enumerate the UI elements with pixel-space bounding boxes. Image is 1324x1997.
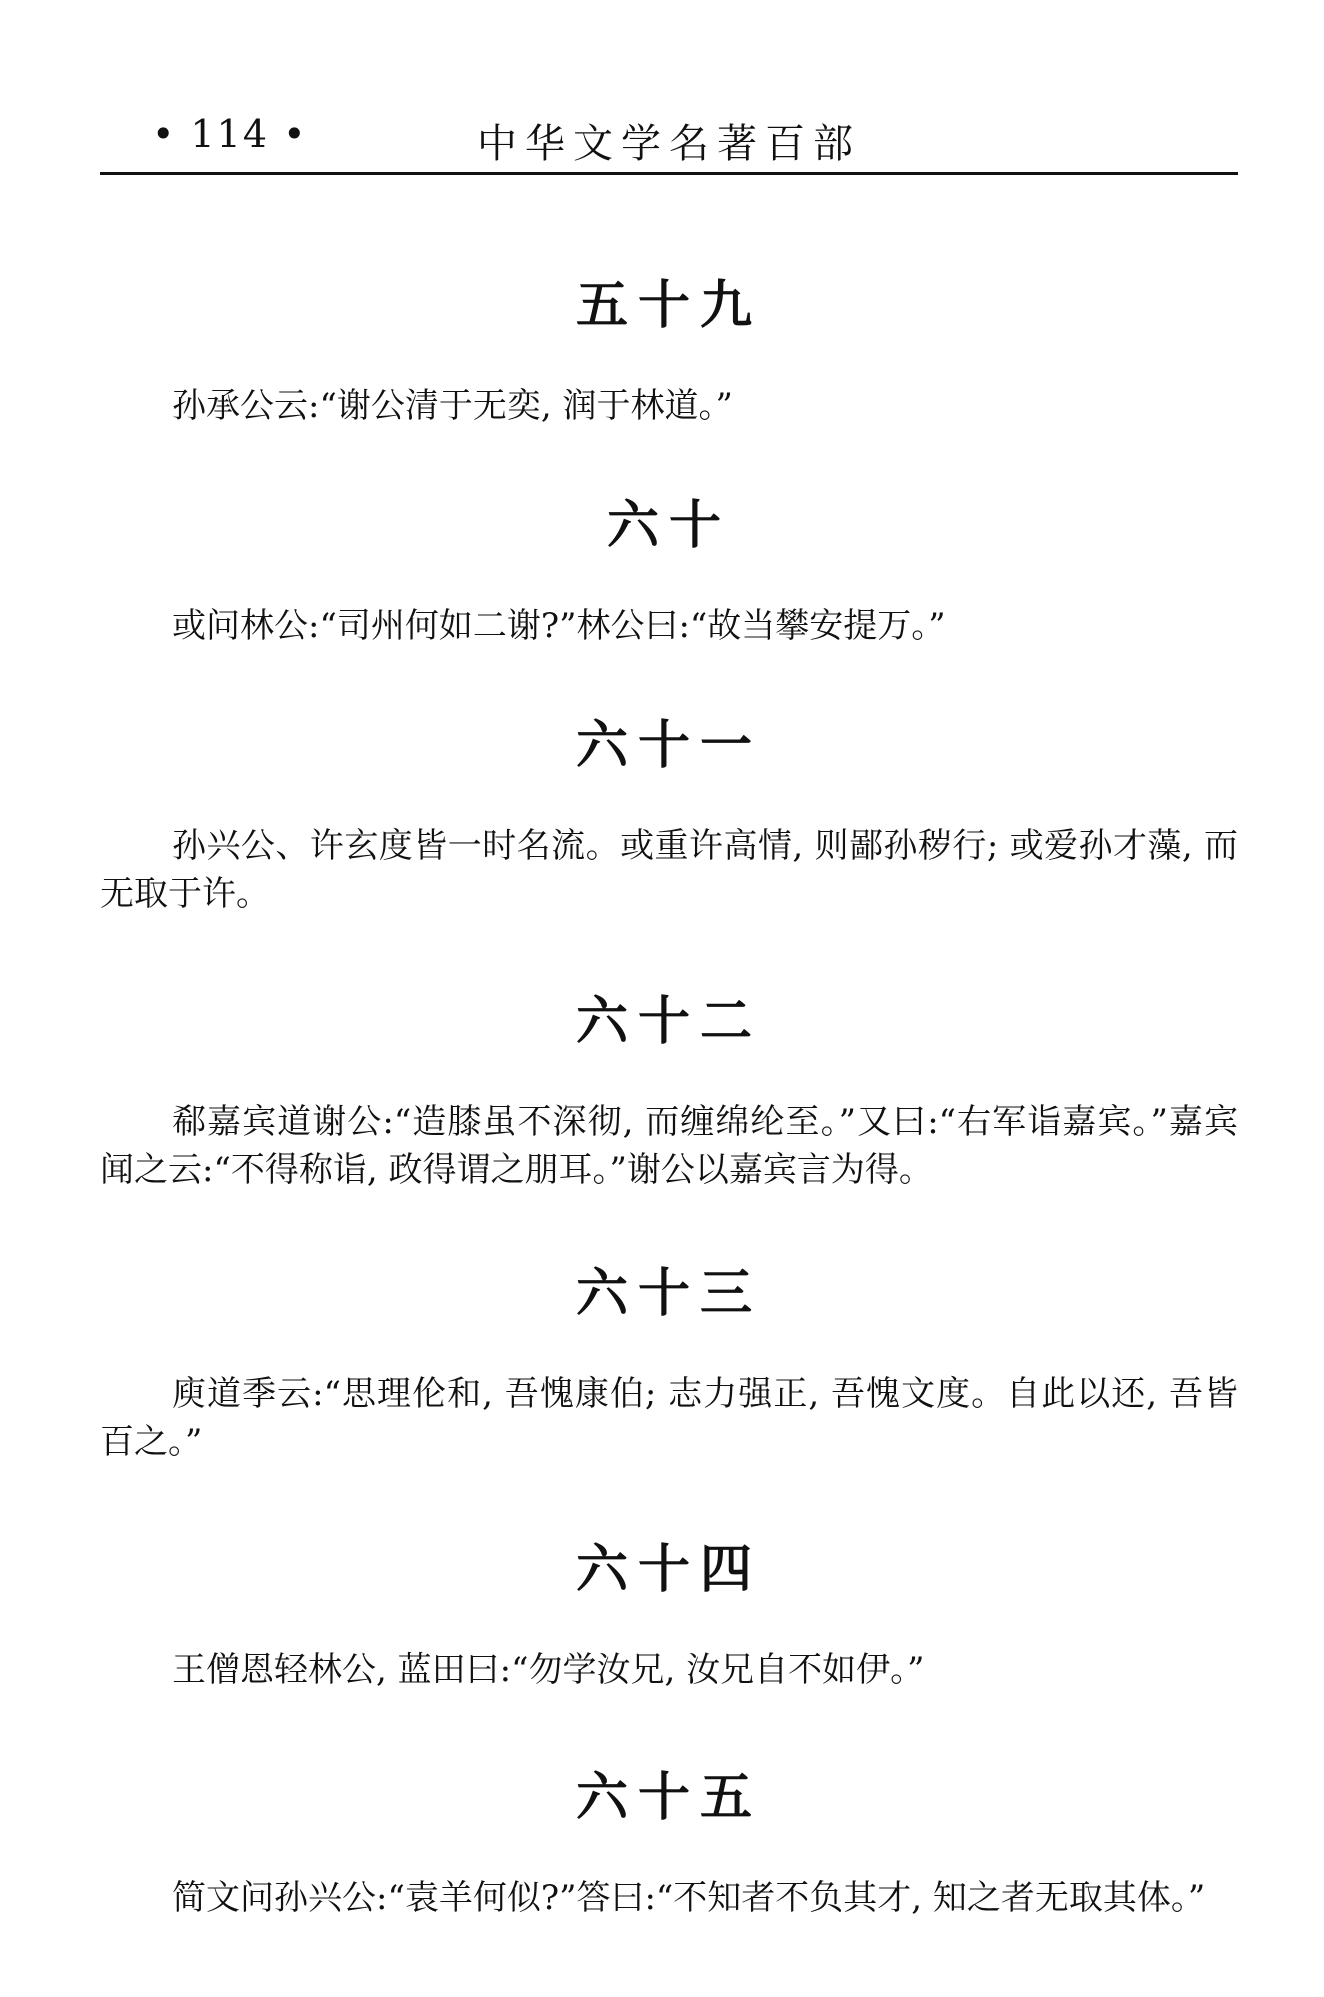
page-content [100, 240, 1238, 1922]
section-59 [100, 266, 1238, 430]
section-62 [100, 982, 1238, 1194]
section-text: 王僧恩轻林公, 蓝田曰:“勿学汝兄, 汝兄自不如伊。” [172, 1650, 925, 1690]
page-number: • 114 • [152, 112, 308, 156]
section-text: 简文问孙兴公:“袁羊何似?”答曰:“不知者不负其才, 知之者无取其体。” [172, 1878, 1206, 1918]
section-heading: 五十九 [575, 276, 762, 336]
section-heading: 六十五 [575, 1768, 762, 1828]
section-61 [100, 706, 1238, 918]
section-heading: 六十一 [575, 716, 762, 776]
section-text: 孙兴公、许玄度皆一时名流。或重许高情, 则鄙孙秽行; 或爱孙才藻, 而无取于许。 [100, 826, 1238, 914]
section-text: 或问林公:“司州何如二谢?”林公曰:“故当攀安提万。” [172, 606, 946, 646]
section-text: 庾道季云:“思理伦和, 吾愧康伯; 志力强正, 吾愧文度。自此以还, 吾皆百之。” [100, 1374, 1238, 1462]
book-title: 中华文学名著百部 [477, 121, 861, 167]
section-heading: 六十四 [575, 1540, 762, 1600]
section-64 [100, 1530, 1238, 1694]
section-heading: 六十三 [575, 1264, 762, 1324]
section-65 [100, 1758, 1238, 1922]
section-63 [100, 1254, 1238, 1466]
section-heading: 六十 [606, 496, 731, 556]
section-text: 郗嘉宾道谢公:“造膝虽不深彻, 而缠绵纶至。”又曰:“右军诣嘉宾。”嘉宾闻之云:“不得称诣, 政得谓之朋耳。”谢公以嘉宾言为得。 [100, 1102, 1238, 1190]
page-header [100, 100, 1238, 175]
section-heading: 六十二 [575, 992, 762, 1052]
section-text: 孙承公云:“谢公清于无奕, 润于林道。” [172, 386, 733, 426]
section-60 [100, 486, 1238, 650]
